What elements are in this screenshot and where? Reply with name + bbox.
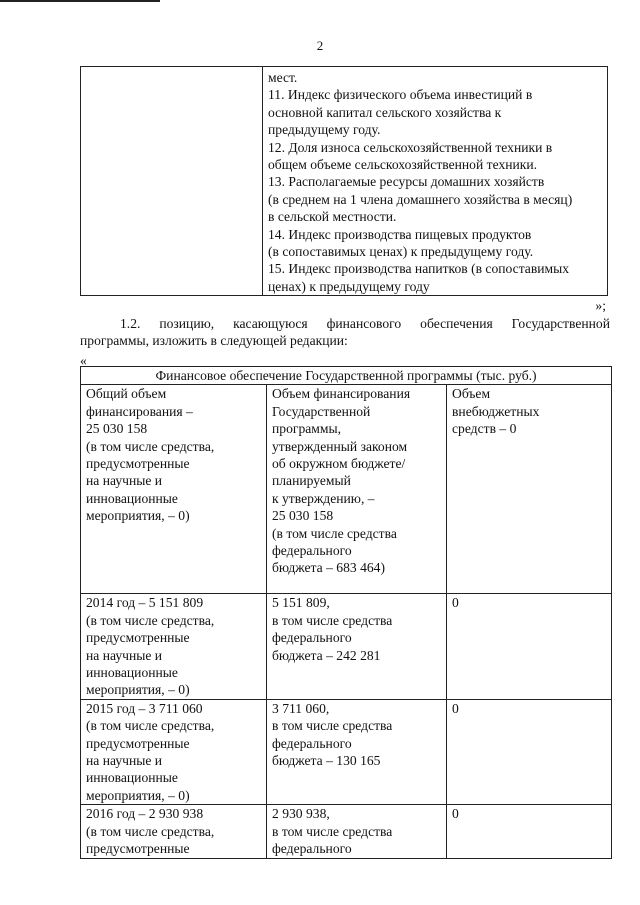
cell-line: 2 930 938, bbox=[272, 806, 330, 822]
cell-line: 5 151 809, bbox=[272, 595, 330, 611]
table-row bbox=[81, 385, 612, 594]
year-funding-cell bbox=[267, 805, 447, 858]
cell-line: средств – 0 bbox=[452, 421, 517, 437]
cell-line: 2014 год – 5 151 809 bbox=[86, 595, 204, 611]
cell-line: на научные и bbox=[86, 647, 163, 663]
indicator-line: 15. Индекс производства напитков (в сопоставимых bbox=[268, 261, 570, 277]
year-funding-cell bbox=[267, 699, 447, 804]
cell-line: 25 030 158 bbox=[272, 508, 334, 524]
table-row bbox=[81, 805, 612, 858]
cell-line: (в том числе средства, bbox=[86, 718, 215, 734]
cell-line: 0 bbox=[452, 806, 459, 822]
top-rule bbox=[0, 0, 160, 2]
cell-line: финансирования – bbox=[86, 403, 193, 419]
cell-line: федерального bbox=[272, 543, 352, 559]
cell-line: инновационные bbox=[86, 770, 178, 786]
cell-line: 0 bbox=[452, 700, 459, 716]
financing-table-header: Финансовое обеспечение Государственной программы (тыс. руб.) bbox=[81, 367, 612, 385]
cell-line: инновационные bbox=[86, 665, 178, 681]
indicator-list bbox=[268, 69, 608, 295]
indicator-line: (в среднем на 1 члена домашнего хозяйства в месяц) bbox=[268, 191, 573, 207]
year-funding-cell bbox=[267, 594, 447, 699]
cell-line: Объем финансирования bbox=[272, 386, 411, 402]
extrabudgetary-cell bbox=[447, 385, 612, 594]
cell-line: мероприятия, – 0) bbox=[86, 787, 190, 803]
year-total-cell bbox=[81, 594, 267, 699]
cell-line: (в том числе средства, bbox=[86, 823, 215, 839]
total-cell bbox=[81, 385, 267, 594]
cell-line: 2016 год – 2 930 938 bbox=[86, 806, 204, 822]
indicator-line: в сельской местности. bbox=[268, 209, 397, 225]
cell-line: на научные и bbox=[86, 753, 163, 769]
cell-line: 2015 год – 3 711 060 bbox=[86, 700, 203, 716]
cell-line: 25 030 158 bbox=[86, 421, 148, 437]
cell-line: предусмотренные bbox=[86, 841, 190, 857]
cell-line: федерального bbox=[272, 735, 352, 751]
cell-line: предусмотренные bbox=[86, 735, 190, 751]
table-row bbox=[81, 699, 612, 804]
cell-line: в том числе средства bbox=[272, 823, 393, 839]
year-total-cell bbox=[81, 805, 267, 858]
year-extrabudgetary-cell bbox=[447, 699, 612, 804]
table-divider bbox=[262, 67, 263, 295]
cell-line: предусмотренные bbox=[86, 456, 190, 472]
cell-line: (в том числе средства bbox=[272, 525, 397, 541]
cell-line: на научные и bbox=[86, 473, 163, 489]
cell-line: (в том числе средства, bbox=[86, 438, 215, 454]
indicator-line: мест. bbox=[268, 70, 298, 85]
table-row bbox=[81, 594, 612, 699]
cell-line: Объем bbox=[452, 386, 491, 402]
cell-line: планируемый bbox=[272, 473, 351, 489]
cell-line: внебюджетных bbox=[452, 403, 540, 419]
year-extrabudgetary-cell bbox=[447, 594, 612, 699]
cell-line: мероприятия, – 0) bbox=[86, 508, 190, 524]
closing-quote-mark: »; bbox=[595, 298, 606, 313]
cell-line: 0 bbox=[452, 595, 459, 611]
year-total-cell bbox=[81, 699, 267, 804]
cell-line: Государственной bbox=[272, 403, 371, 419]
cell-line: об окружном бюджете/ bbox=[272, 456, 406, 472]
indicator-line: ценах) к предыдущему году bbox=[268, 278, 430, 294]
indicator-line: 13. Располагаемые ресурсы домашних хозяйств bbox=[268, 174, 545, 190]
indicator-line: (в сопоставимых ценах) к предыдущему году. bbox=[268, 244, 534, 260]
opening-quote-mark: « bbox=[80, 353, 87, 368]
cell-line: в том числе средства bbox=[272, 718, 393, 734]
year-extrabudgetary-cell bbox=[447, 805, 612, 858]
section-line: 1.2. позицию, касающуюся финансового обеспечения Государственной bbox=[120, 316, 610, 331]
cell-line: 3 711 060, bbox=[272, 700, 330, 716]
cell-line: мероприятия, – 0) bbox=[86, 682, 190, 698]
indicator-line: 12. Доля износа сельскохозяйственной техники в bbox=[268, 139, 553, 155]
indicator-line: основной капитал сельского хозяйства к bbox=[268, 104, 502, 120]
indicator-line: 11. Индекс физического объема инвестиций в bbox=[268, 87, 533, 103]
indicator-line: общем объеме сельскохозяйственной техники. bbox=[268, 157, 538, 173]
cell-line: федерального bbox=[272, 630, 352, 646]
approved-funding-cell bbox=[267, 385, 447, 594]
cell-line: бюджета – 130 165 bbox=[272, 753, 381, 769]
indicator-table bbox=[80, 66, 608, 296]
cell-line: утвержденный законом bbox=[272, 438, 408, 454]
indicator-line: предыдущему году. bbox=[268, 122, 381, 138]
cell-line: инновационные bbox=[86, 490, 178, 506]
cell-line: Общий объем bbox=[86, 386, 167, 402]
section-paragraph bbox=[80, 315, 610, 350]
section-line: программы, изложить в следующей редакции: bbox=[80, 333, 348, 349]
cell-line: к утверждению, – bbox=[272, 490, 375, 506]
financing-table bbox=[80, 366, 612, 859]
cell-line: предусмотренные bbox=[86, 630, 190, 646]
cell-line: программы, bbox=[272, 421, 342, 437]
cell-line: (в том числе средства, bbox=[86, 612, 215, 628]
cell-line: бюджета – 242 281 bbox=[272, 647, 381, 663]
cell-line: в том числе средства bbox=[272, 612, 393, 628]
cell-line: федерального bbox=[272, 841, 352, 857]
page-number: 2 bbox=[316, 38, 324, 53]
cell-line: бюджета – 683 464) bbox=[272, 560, 385, 576]
indicator-line: 14. Индекс производства пищевых продуктов bbox=[268, 226, 532, 242]
